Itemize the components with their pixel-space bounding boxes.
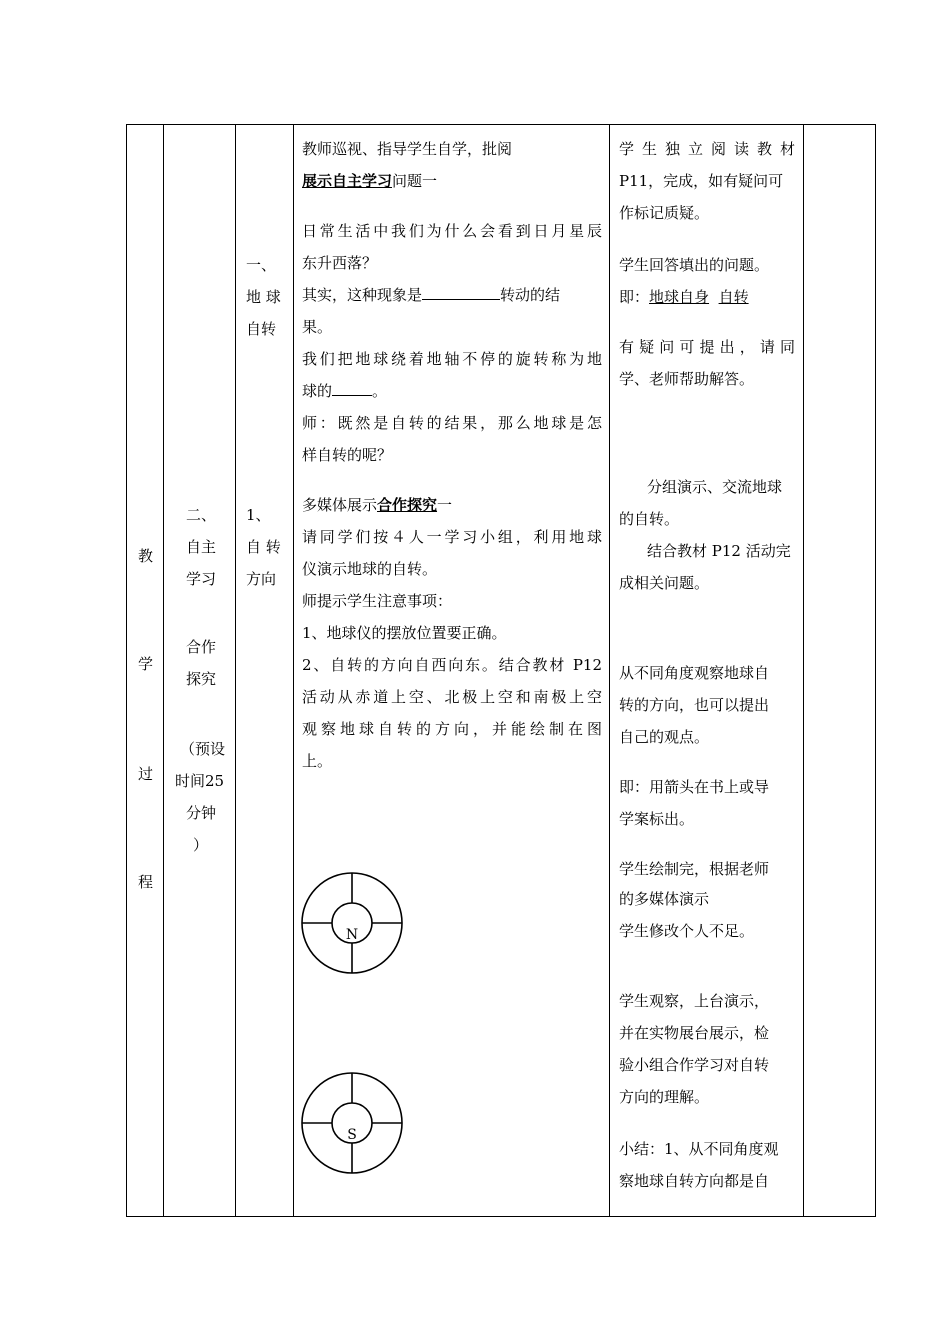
- text-line: 观察地球自转的方向，并能绘制在图: [302, 720, 602, 738]
- stage-char: 学: [137, 655, 153, 673]
- underlined-answer: 自转: [718, 288, 749, 306]
- underlined-answer: 地球自身: [649, 288, 710, 306]
- text-line: 察地球自转方向都是自: [619, 1172, 770, 1190]
- subitem-title: 自转: [246, 320, 277, 338]
- text-line: 并在实物展台展示，检: [619, 1024, 770, 1042]
- lesson-plan-table: [126, 124, 876, 1217]
- text-line: [619, 287, 749, 307]
- text-span: 其实，这种现象是: [302, 286, 423, 304]
- text-line: 2、自转的方向自西向东。结合教材 P12: [302, 656, 602, 674]
- south-label: S: [347, 1127, 357, 1143]
- text-line: 活动从赤道上空、北极上空和南极上空: [302, 688, 602, 706]
- text-line: 学生观察，上台演示，: [619, 992, 770, 1010]
- section-time: （预设: [180, 740, 226, 758]
- text-line: P11，完成，如有疑问可: [619, 172, 784, 190]
- text-line: 教师巡视、指导学生自学，批阅: [302, 140, 513, 158]
- subitem-number: 一、: [246, 256, 277, 274]
- text-line: 成相关问题。: [619, 574, 710, 592]
- text-line: 自己的观点。: [619, 728, 710, 746]
- text-line: 师提示学生注意事项：: [302, 592, 453, 610]
- subitem-title: 方向: [246, 570, 277, 588]
- text-line: 东升西落？: [302, 254, 378, 272]
- text-line: [302, 495, 452, 515]
- text-line: 转的方向，也可以提出: [619, 696, 770, 714]
- text-line: 即：用箭头在书上或导: [619, 778, 770, 796]
- stage-column: [127, 125, 164, 1216]
- bold-underlined-text: 展示自主学习: [302, 172, 393, 190]
- text-line: 请同学们按４人一学习小组，利用地球: [302, 528, 602, 546]
- text-line: 样自转的呢？: [302, 446, 393, 464]
- text-line: 学案标出。: [619, 810, 695, 828]
- text-span: 。: [372, 382, 388, 400]
- text-span: 球的: [302, 382, 333, 400]
- text-line: 学 生 独 立 阅 读 教 材: [619, 140, 795, 158]
- bold-underlined-text: 合作探究: [377, 496, 438, 514]
- subitem-title: 地 球: [246, 288, 281, 306]
- section-title: 自主: [186, 538, 217, 556]
- section-number: 二、: [186, 506, 217, 524]
- text-line: 学生修改个人不足。: [619, 922, 755, 940]
- text-line: 1、地球仪的摆放位置要正确。: [302, 624, 507, 642]
- fill-blank: [332, 381, 372, 396]
- section-time: 分钟: [186, 804, 217, 822]
- text-line: 的自转。: [619, 510, 680, 528]
- stage-char: 过: [137, 765, 153, 783]
- stage-char: 教: [137, 547, 153, 565]
- text-line: 方向的理解。: [619, 1088, 710, 1106]
- north-label: N: [345, 927, 359, 943]
- section-time: 时间25: [175, 772, 225, 790]
- subitem-title: 自 转: [246, 538, 281, 556]
- text-line: 验小组合作学习对自转: [619, 1056, 770, 1074]
- text-span: 转动的结: [500, 286, 561, 304]
- text-span: 即：: [619, 288, 650, 306]
- text-line: 小结：1、从不同角度观: [619, 1140, 779, 1158]
- text-line: 分组演示、交流地球: [647, 478, 783, 496]
- section-title: 学习: [186, 570, 217, 588]
- stage-char: 程: [137, 873, 153, 891]
- text-line: 上。: [302, 752, 333, 770]
- text-line: 有 疑 问 可 提 出 ， 请 同: [619, 338, 795, 356]
- text-span: 一: [437, 496, 453, 514]
- section-time: ）: [193, 836, 209, 854]
- south-pole-globe-diagram[interactable]: [300, 1071, 404, 1175]
- text-span: 问题一: [392, 172, 438, 190]
- text-line: [302, 285, 560, 305]
- text-line: 的多媒体演示: [619, 890, 710, 908]
- text-line: 仪演示地球的自转。: [302, 560, 438, 578]
- student-activity-column: [610, 125, 803, 1216]
- subitem-column: [236, 125, 293, 1216]
- text-line: 从不同角度观察地球自: [619, 664, 770, 682]
- north-pole-globe-diagram[interactable]: [300, 871, 404, 975]
- subitem-number: 1、: [246, 506, 271, 524]
- text-line: 学、老师帮助解答。: [619, 370, 755, 388]
- text-line: 学生回答填出的问题。: [619, 256, 770, 274]
- fill-blank: [422, 285, 500, 300]
- section-title: 探究: [186, 670, 217, 688]
- text-line: 果。: [302, 318, 333, 336]
- text-line: 作标记质疑。: [619, 204, 710, 222]
- section-title: 合作: [186, 638, 217, 656]
- section-column: [164, 125, 235, 1216]
- text-line: [302, 171, 437, 191]
- remarks-column: [804, 125, 875, 1216]
- text-line: 我们把地球绕着地轴不停的旋转称为地: [302, 350, 602, 368]
- text-line: 师：既然是自转的结果，那么地球是怎: [302, 414, 602, 432]
- text-line: 日常生活中我们为什么会看到日月星辰: [302, 222, 602, 240]
- text-span: 多媒体展示: [302, 496, 378, 514]
- text-line: 学生绘制完，根据老师: [619, 860, 770, 878]
- text-line: [302, 381, 387, 401]
- text-line: 结合教材 P12 活动完: [647, 542, 791, 560]
- teacher-activity-column: [294, 125, 609, 1216]
